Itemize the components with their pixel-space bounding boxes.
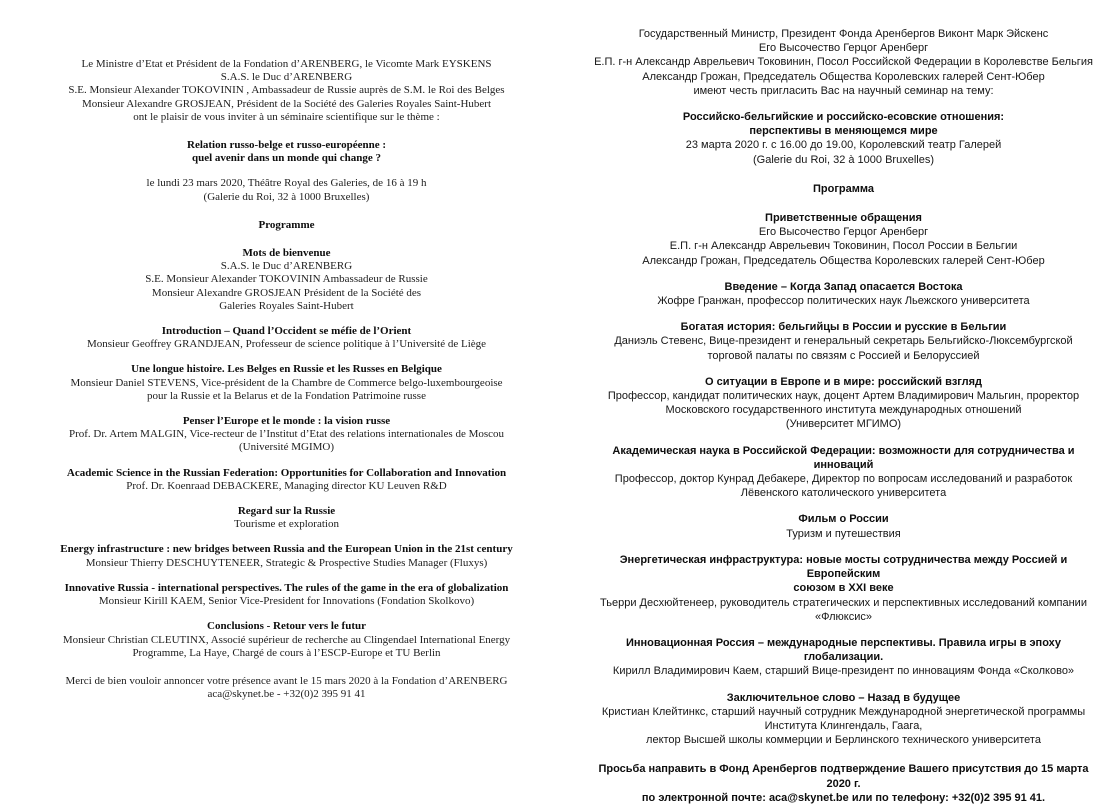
text-line: S.A.S. le Duc d’ARENBERG bbox=[220, 71, 353, 84]
russian-vision-section bbox=[34, 415, 539, 455]
section-title-line: Фильм о России bbox=[798, 513, 889, 526]
section-title-line: Programme bbox=[258, 218, 315, 231]
section-title-line: О ситуации в Европе и в мире: российский взгляд bbox=[704, 375, 983, 388]
text-line: Programme, La Haye, Chargé de cours à l’ESCP-Europe et TU Berlin bbox=[132, 646, 441, 659]
seminar-title bbox=[589, 110, 1098, 167]
text-line: ont le plaisir de vous inviter à un séminaire scientifique sur le thème : bbox=[133, 110, 440, 123]
text-line: Merci de bien vouloir annoncer votre présence avant le 15 mars 2020 à la Fondation d’ARENBERG bbox=[65, 674, 508, 687]
text-line: S.E. Monsieur Alexander TOKOVININ , Ambassadeur de Russie auprès de S.M. le Roi des Belges bbox=[68, 84, 505, 97]
text-line: Его Высочество Герцог Аренберг bbox=[758, 42, 929, 55]
section-title-line: Introduction – Quand l’Occident se méfie de l’Orient bbox=[161, 325, 412, 338]
page-right-russian bbox=[559, 0, 1118, 804]
seminar-title bbox=[34, 139, 539, 165]
section-title-line: Une longue histoire. Les Belges en Russie et les Russes en Belgique bbox=[131, 363, 442, 376]
section-title-line: Российско-бельгийские и российско-есовские отношения: bbox=[682, 111, 1005, 124]
text-line: (Université MGIMO) bbox=[238, 441, 334, 454]
text-line: Московского государственного института международных отношений bbox=[665, 404, 1022, 417]
energy-section bbox=[589, 553, 1098, 624]
event-datetime bbox=[34, 177, 539, 203]
section-title-line: Приветственные обращения bbox=[765, 212, 922, 225]
section-title-line: Innovative Russia - international perspectives. The rules of the game in the era of globalization bbox=[64, 581, 509, 594]
section-title-line: перспективы в меняющемся мире bbox=[749, 125, 938, 138]
text-line: Monsieur Thierry DESCHUYTENEER, Strategic & Prospective Studies Manager (Fluxys) bbox=[85, 556, 488, 569]
programme-heading bbox=[589, 182, 1098, 196]
credits bbox=[34, 58, 539, 124]
text-line: лектор Высшей школы коммерции и Берлинского технического университета bbox=[646, 734, 1041, 747]
section-title-line: quel avenir dans un monde qui change ? bbox=[192, 152, 381, 165]
text-line: Monsieur Daniel STEVENS, Vice-président de la Chambre de Commerce belgo-luxembourgeoise bbox=[70, 376, 503, 389]
text-line: Института Клингендаль, Гаага, bbox=[764, 719, 923, 732]
text-line: имеют честь пригласить Вас на научный семинар на тему: bbox=[693, 84, 994, 97]
europe-situation-section bbox=[589, 375, 1098, 432]
text-line: S.E. Monsieur Alexander TOKOVININ Ambassadeur de Russie bbox=[145, 273, 428, 286]
academic-science-section bbox=[34, 467, 539, 493]
text-line: торговой палаты по связям с Россией и Белоруссией bbox=[707, 349, 980, 362]
text-line: Жофре Гранжан, профессор политических наук Льежского университета bbox=[657, 295, 1030, 308]
text-line: Профессор, доктор Кунрад Дебакере, Директор по вопросам исследований и разработок bbox=[614, 473, 1073, 486]
welcome-section bbox=[34, 247, 539, 313]
text-line: Monsieur Kirill KAEM, Senior Vice-President for Innovations (Fondation Skolkovo) bbox=[98, 595, 475, 608]
rsvp-footer bbox=[589, 762, 1098, 805]
section-title-line: Богатая история: бельгийцы в России и русские в Бельгии bbox=[680, 321, 1007, 334]
section-title-line: Просьба направить в Фонд Аренбергов подтверждение Вашего присутствия до 15 марта 2020 г. bbox=[598, 763, 1089, 790]
section-title-line: союзом в XXI веке bbox=[793, 582, 894, 595]
introduction-section bbox=[34, 325, 539, 351]
regard-russie-section bbox=[34, 505, 539, 531]
text-line: Лёвенского католического университета bbox=[740, 487, 947, 500]
text-line: Е.П. г-н Александр Аврельевич Токовинин, Посол Российской Федерации в Королевстве Бельгия bbox=[594, 56, 1093, 69]
text-line: S.A.S. le Duc d’ARENBERG bbox=[220, 260, 353, 273]
section-title-line: Академическая наука в Российской Федерации: возможности для сотрудничества и bbox=[612, 444, 1075, 457]
history-section bbox=[34, 363, 539, 403]
section-title-line: Regard sur la Russie bbox=[237, 505, 336, 518]
text-line: Monsieur Alexandre GROSJEAN, Président de la Société des Galeries Royales Saint-Hubert bbox=[81, 97, 492, 110]
text-line: Monsieur Geoffrey GRANDJEAN, Professeur de science politique à l’Université de Liège bbox=[86, 338, 487, 351]
section-title-line: Mots de bienvenue bbox=[242, 247, 331, 260]
welcome-section bbox=[589, 211, 1098, 268]
innovative-russia-section bbox=[589, 636, 1098, 679]
text-line: «Флюксис» bbox=[815, 610, 872, 623]
text-line: Александр Грожан, Председатель Общества Королевских галерей Сент-Юбер bbox=[642, 70, 1045, 83]
closing-section bbox=[589, 691, 1098, 748]
film-section bbox=[589, 512, 1098, 540]
rsvp-footer bbox=[34, 675, 539, 701]
text-line: 23 марта 2020 г. с 16.00 до 19.00, Королевский театр Галерей bbox=[685, 139, 1002, 152]
text-line: (Galerie du Roi, 32 à 1000 Bruxelles) bbox=[203, 190, 370, 203]
innovative-russia-section bbox=[34, 582, 539, 608]
text-line: Его Высочество Герцог Аренберг bbox=[758, 226, 929, 239]
page-left-french bbox=[0, 0, 559, 790]
text-line: (Galerie du Roi, 32 à 1000 Bruxelles) bbox=[753, 153, 934, 166]
credits bbox=[589, 27, 1098, 98]
text-line: Е.П. г-н Александр Аврельевич Токовинин, Посол России в Бельгии bbox=[669, 240, 1018, 253]
conclusions-section bbox=[34, 620, 539, 660]
text-line: Кристиан Клейтинкс, старший научный сотрудник Международной энергетической программы bbox=[601, 705, 1086, 718]
text-line: Тьерри Десхюйтенеер, руководитель стратегических и перспективных исследований компании bbox=[600, 596, 1087, 609]
section-title-line: по электронной почте: aca@skynet.be или по телефону: +32(0)2 395 91 41. bbox=[641, 791, 1046, 804]
energy-section bbox=[34, 543, 539, 569]
text-line: le lundi 23 mars 2020, Théâtre Royal des Galeries, de 16 à 19 h bbox=[146, 177, 427, 190]
text-line: Государственный Министр, Президент Фонда Аренбергов Виконт Марк Эйскенс bbox=[638, 28, 1049, 40]
text-line: Профессор, кандидат политических наук, доцент Артем Владимирович Мальгин, проректор bbox=[607, 390, 1080, 403]
section-title-line: Penser l’Europe et le monde : la vision russe bbox=[182, 415, 391, 428]
text-line: Даниэль Стевенс, Вице-президент и генеральный секретарь Бельгийско-Люксембургской bbox=[614, 335, 1073, 348]
text-line: Prof. Dr. Koenraad DEBACKERE, Managing director KU Leuven R&D bbox=[126, 479, 447, 492]
history-section bbox=[589, 320, 1098, 363]
section-title-line: Программа bbox=[812, 182, 874, 195]
section-title-line: Academic Science in the Russian Federation: Opportunities for Collaboration and Innovation bbox=[66, 466, 507, 479]
section-title-line: Энергетическая инфраструктура: новые мосты сотрудничества между Россией и Европейским bbox=[619, 553, 1068, 581]
text-line: Prof. Dr. Artem MALGIN, Vice-recteur de l’Institut d’Etat des relations internationales de Moscou bbox=[68, 428, 505, 441]
text-line: Tourisme et exploration bbox=[234, 518, 339, 531]
section-title-line: Заключительное слово – Назад в будущее bbox=[726, 691, 961, 704]
section-title-line: Energy infrastructure : new bridges between Russia and the European Union in the 21st century bbox=[60, 543, 513, 556]
section-title-line: Conclusions - Retour vers le futur bbox=[207, 620, 366, 633]
text-line: pour la Russie et la Belarus et de la Fondation Patrimoine russe bbox=[147, 389, 426, 402]
section-title-line: Инновационная Россия – международные перспективы. Правила игры в эпоху глобализации. bbox=[625, 636, 1062, 664]
text-line: aca@skynet.be - +32(0)2 395 91 41 bbox=[207, 688, 366, 701]
introduction-section bbox=[589, 280, 1098, 308]
text-line: (Университет МГИМО) bbox=[785, 418, 902, 431]
text-line: Galeries Royales Saint-Hubert bbox=[219, 299, 354, 312]
text-line: Кирилл Владимирович Каем, старший Вице-президент по инновациям Фонда «Сколково» bbox=[612, 665, 1075, 678]
section-title-line: инноваций bbox=[813, 458, 874, 471]
text-line: Monsieur Alexandre GROSJEAN Président de la Société des bbox=[151, 286, 422, 299]
text-line: Le Ministre d’Etat et Président de la Fondation d’ARENBERG, le Vicomte Mark EYSKENS bbox=[81, 58, 492, 70]
section-title-line: Relation russo-belge et russo-européenne : bbox=[187, 139, 386, 152]
academic-science-section bbox=[589, 444, 1098, 501]
text-line: Monsieur Christian CLEUTINX, Associé supérieur de recherche au Clingendael International Energy bbox=[62, 633, 511, 646]
text-line: Туризм и путешествия bbox=[786, 527, 901, 540]
programme-heading bbox=[34, 219, 539, 232]
text-line: Александр Грожан, Председатель Общества Королевских галерей Сент-Юбер bbox=[642, 254, 1045, 267]
section-title-line: Введение – Когда Запад опасается Востока bbox=[724, 280, 963, 293]
